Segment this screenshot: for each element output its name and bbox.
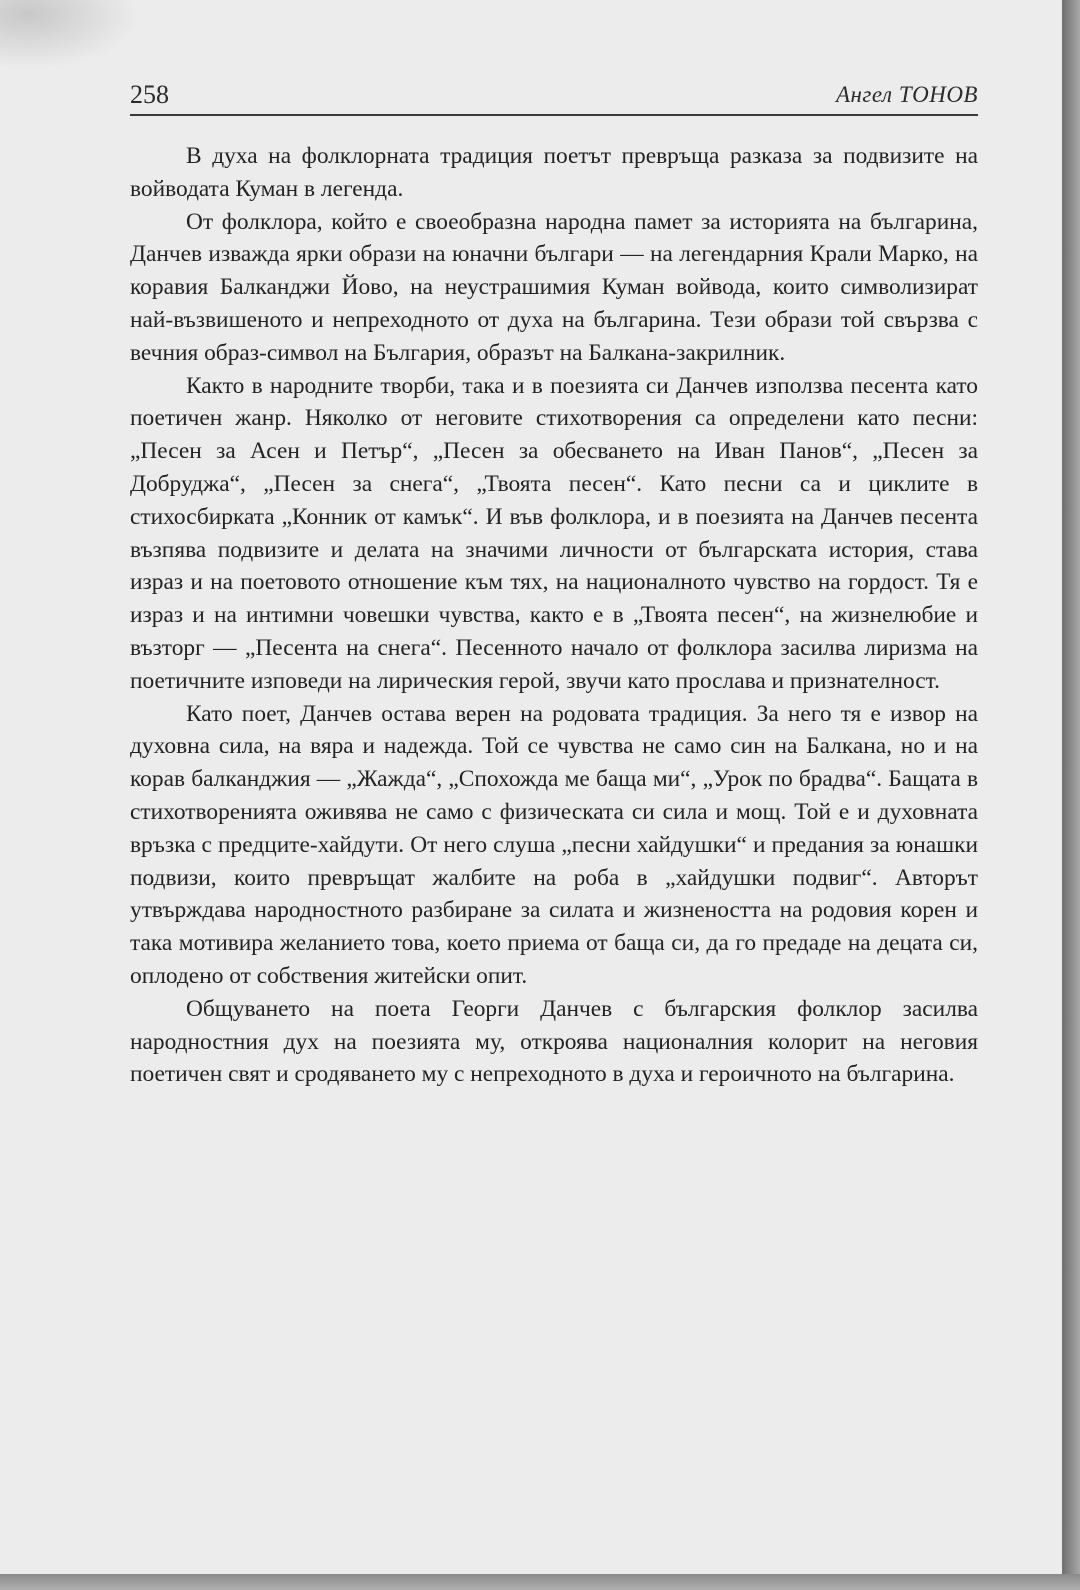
running-head-author: Ангел ТОНОВ	[835, 82, 978, 107]
page-header	[130, 76, 978, 116]
paragraph: Както в народните творби, така и в поезията си Данчев използва песента като поетичен жанр. Няколко от неговите стихотворения са определени като песни: „Песен за Асен и Петър“, „Песен за обесването на Иван Панов“, „Песен за Добруджа“, „Песен за снега“, „Твоята песен“. Като песни са и циклите в стихосбирката „Конник от камък“. И във фолклора, и в поезията на Данчев песента възпява подвизите и делата на значими личности от българската история, става израз и на поетовото отношение към тях, на националното чувство на гордост. Тя е израз и на интимни човешки чувства, както е в „Твоята песен“, на жизнелюбие и възторг — „Песента на снега“. Песенното начало от фолклора засилва лиризма на поетичните изповеди на лирическия герой, звучи като прослава и признателност.	[130, 372, 978, 694]
page-number: 258	[130, 80, 169, 109]
paragraph: От фолклора, който е своеобразна народна памет за историята на българина, Данчев изважда ярки образи на юначни българи — на легендарния Крали Марко, на коравия Балканджи Йово, на неустрашимия Куман войвода, които символизират най-възвишеното и непреходното от духа на българина. Тези образи той свързва с вечния образ-символ на България, образът на Балкана-закрилник.	[130, 208, 978, 366]
paragraph: В духа на фолклорната традиция поетът превръща разказа за подвизите на войводата Куман в легенда.	[130, 143, 978, 202]
scan-bottom-edge	[0, 1574, 1080, 1590]
scan-right-edge	[1062, 0, 1080, 1590]
body-text	[130, 140, 978, 1091]
paragraph: Общуването на поета Георги Данчев с българския фолклор засилва народностния дух на поезията му, откроява националния колорит на неговия поетичен свят и сродяването му с непреходното в духа и героичното на българина.	[130, 995, 978, 1088]
paragraph: Като поет, Данчев остава верен на родовата традиция. За него тя е извор на духовна сила, на вяра и надежда. Той се чувства не само син на Балкана, но и на корав балканджия — „Жажда“, „Спохожда ме баща ми“, „Урок по брадва“. Бащата в стихотворенията оживява не само с физическата си сила и мощ. Той е и духовната връзка с предците-хайдути. От него слуша „песни хайдушки“ и предания за юнашки подвизи, които превръщат жалбите на роба в „хайдушки подвиг“. Авторът утвърждава народностното разбиране за силата и жизнеността на родовия корен и така мотивира желанието това, което приема от баща си, да го предаде на децата си, оплодено от собствения житейски опит.	[130, 700, 978, 989]
scan-shadow	[0, 0, 140, 70]
